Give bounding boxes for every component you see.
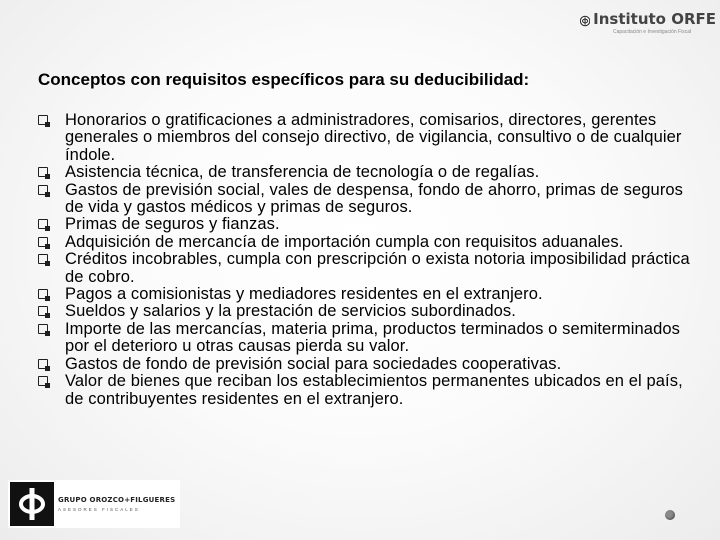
list-item-text: Valor de bienes que reciban los establecimientos permanentes ubicados en el país, de contribuyentes residentes en el extranjero. xyxy=(65,372,683,408)
checkbox-bullet-icon xyxy=(38,115,48,125)
list-item xyxy=(38,251,698,286)
checkbox-bullet-icon xyxy=(38,359,48,369)
dot-icon xyxy=(665,510,675,520)
list-item xyxy=(38,303,698,320)
checkbox-bullet-icon xyxy=(38,219,48,229)
requirements-list xyxy=(38,112,698,408)
list-item xyxy=(38,164,698,181)
list-item-text: Pagos a comisionistas y mediadores residentes en el extranjero. xyxy=(65,285,543,304)
checkbox-bullet-icon xyxy=(38,289,48,299)
checkbox-bullet-icon xyxy=(38,306,48,316)
org-subtitle: ASESORES FISCALES xyxy=(58,507,140,512)
list-item-text: Créditos incobrables, cumpla con prescripción o exista notoria imposibilidad práctica de cobro. xyxy=(65,250,690,286)
checkbox-bullet-icon xyxy=(38,167,48,177)
org-name: GRUPO OROZCO+FILGUERES xyxy=(58,496,176,504)
list-item xyxy=(38,112,698,164)
checkbox-bullet-icon xyxy=(38,254,48,264)
list-item xyxy=(38,373,698,408)
list-item xyxy=(38,234,698,251)
list-item xyxy=(38,286,698,303)
checkbox-bullet-icon xyxy=(38,376,48,386)
logo-name: Instituto ORFE xyxy=(593,9,716,28)
checkbox-bullet-icon xyxy=(38,324,48,334)
list-item-text: Honorarios o gratificaciones a administradores, comisarios, directores, gerentes generales o miembros del consejo directivo, de vigilancia, consultivo o de cualquier índole. xyxy=(65,111,682,164)
list-item-text: Gastos de previsión social, vales de despensa, fondo de ahorro, primas de seguros de vida y gastos médicos y primas de seguros. xyxy=(65,180,684,217)
list-item-text: Primas de seguros y fianzas. xyxy=(65,215,280,234)
list-item xyxy=(38,321,698,356)
logo-tagline: Capacitación e Investigación Fiscal xyxy=(613,29,692,35)
logo-texts xyxy=(58,496,175,512)
list-item xyxy=(38,216,698,233)
checkbox-bullet-icon xyxy=(38,237,48,247)
list-item-text: Asistencia técnica, de transferencia de tecnología o de regalías. xyxy=(65,163,540,182)
list-item-text: Sueldos y salarios y la prestación de servicios subordinados. xyxy=(65,302,516,321)
phi-logo-icon xyxy=(10,482,54,526)
instituto-orfe-logo xyxy=(580,2,716,40)
list-item-text: Gastos de fondo de previsión social para sociedades cooperativas. xyxy=(65,354,562,373)
list-item-text: Importe de las mercancías, materia prima, productos terminados o semiterminados por el deterioro u otras causas pierda su valor. xyxy=(65,319,680,356)
checkbox-bullet-icon xyxy=(38,185,48,195)
grupo-orozco-logo xyxy=(8,480,180,528)
list-item xyxy=(38,356,698,373)
list-item xyxy=(38,182,698,217)
page-title: Conceptos con requisitos específicos para su deducibilidad: xyxy=(38,70,530,89)
list-item-text: Adquisición de mercancía de importación cumpla con requisitos aduanales. xyxy=(65,232,624,251)
phi-logo-icon xyxy=(580,7,590,35)
